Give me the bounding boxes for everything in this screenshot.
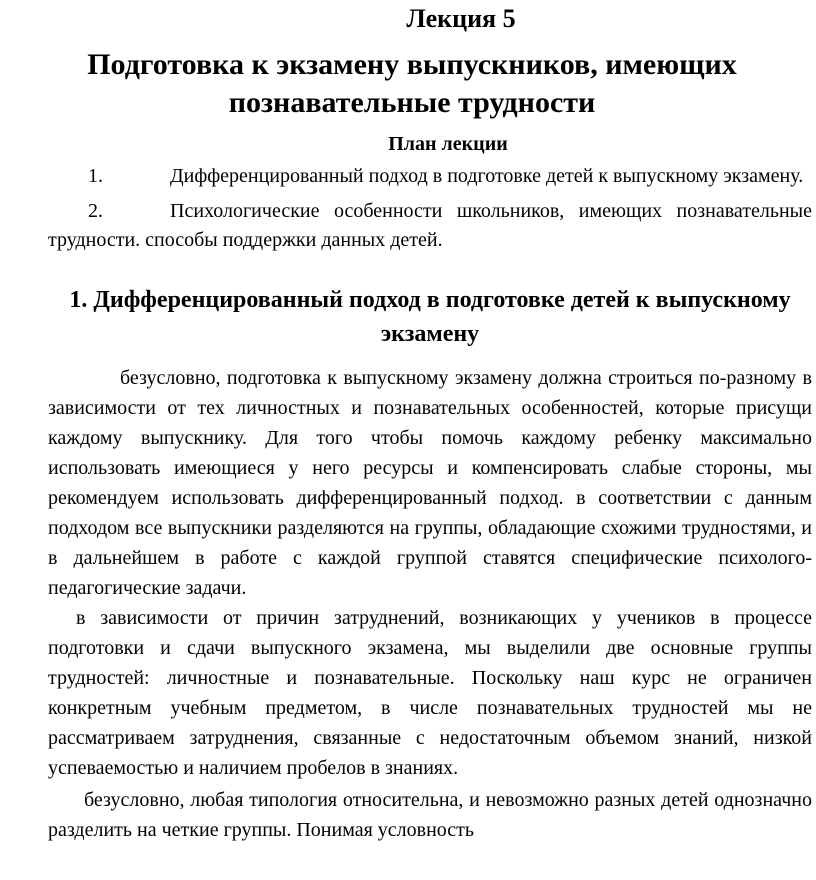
plan-item-2 (48, 197, 812, 255)
lecture-number: Лекция 5 (406, 4, 516, 33)
body-paragraph-2: в зависимости от причин затруднений, возникающих у учеников в процессе подготовки и сдачи выпускного экзамена, мы выделили две основные группы трудностей: личностные и познавательные. Поскольку наш курс не ограничен конкретным учебным предметом, в числе познавательных трудностей мы не рассматриваем затруднения, связанные с недостаточным объемом знаний, низкой успеваемостью и наличием пробелов в знаниях. (48, 607, 812, 779)
body-paragraph-1: безусловно, подготовка к выпускному экзамену должна строиться по-разному в зависимости от тех личностных и познавательных особенностей, которые присущи каждому выпускнику. Для того чтобы помочь каждому ребенку максимально использовать имеющиеся у него ресурсы и компенсировать слабые стороны, мы рекомендуем использовать дифференцированный подход. в соответствии с данным подходом все выпускники разделяются на группы, обладающие схожими трудностями, и в дальнейшем в работе с каждой группой ставятся специфические психолого-педагогические задачи. (48, 367, 812, 599)
body-paragraph-3: безусловно, любая типология относительна, и невозможно разных детей однозначно разделить на четкие группы. Понимая условность (48, 789, 812, 841)
plan-item-number: 2. (88, 200, 103, 222)
document-page (48, 0, 812, 845)
plan-item-text: Дифференцированный подход в подготовке детей к выпускному экзамену. (170, 165, 804, 187)
plan-item-number: 1. (88, 165, 103, 187)
plan-item-1 (48, 162, 812, 191)
section-heading: 1. Дифференцированный подход в подготовке детей к выпускному экзамену (69, 287, 791, 347)
plan-heading: План лекции (388, 133, 508, 155)
document-title: Подготовка к экзамену выпускников, имеющих познавательные трудности (87, 48, 737, 119)
plan-item-text: Психологические особенности школьников, имеющих познавательные трудности. способы поддержки данных детей. (48, 200, 812, 251)
